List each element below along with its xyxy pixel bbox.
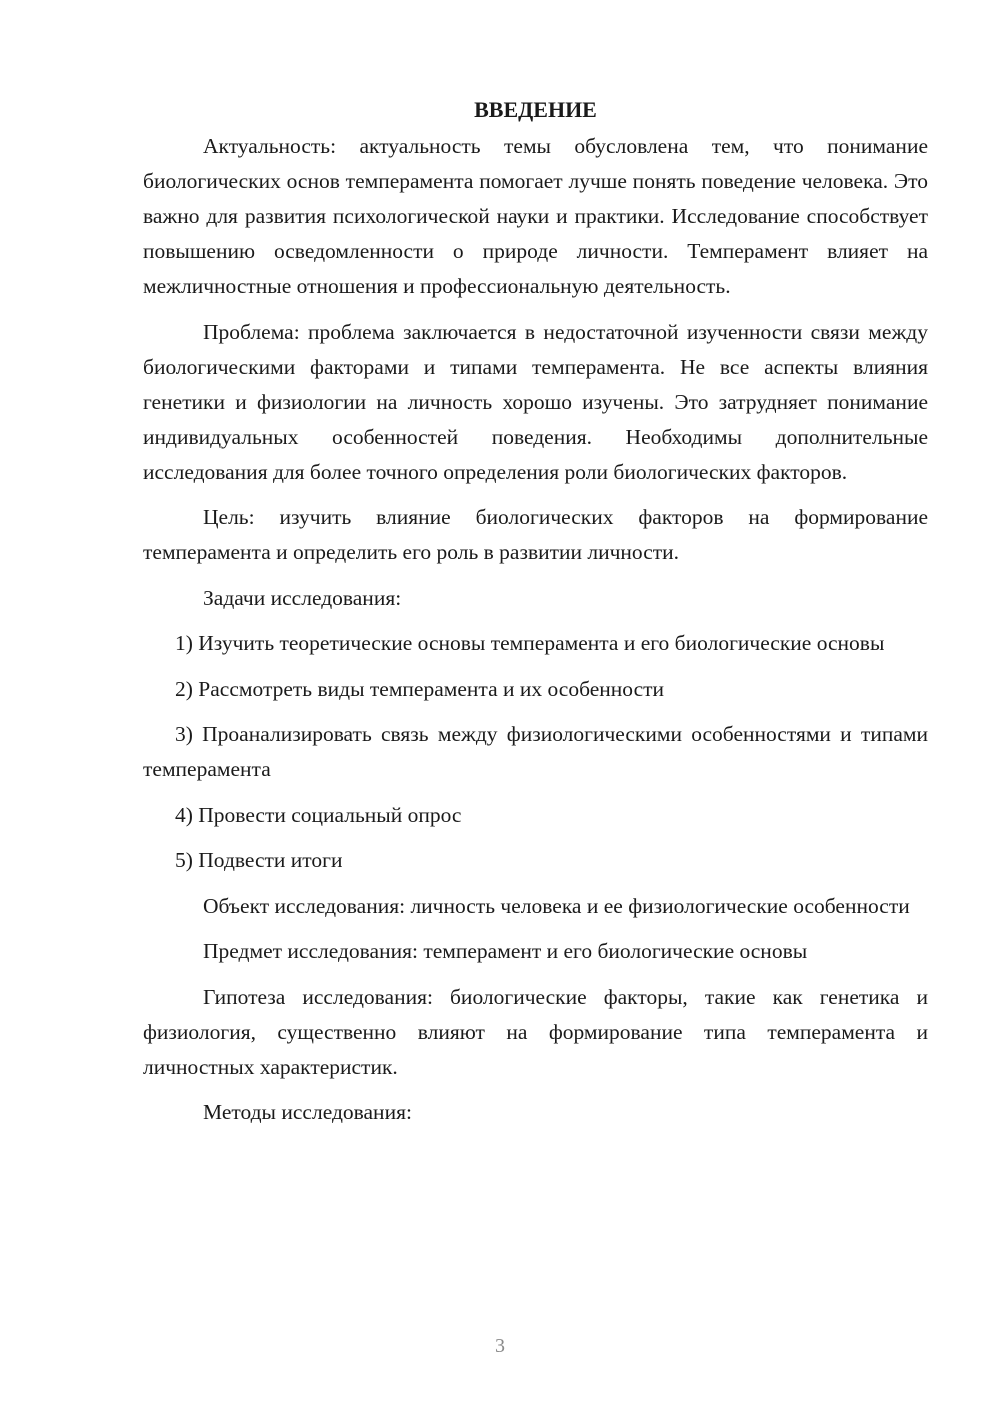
problem-paragraph: Проблема: проблема заключается в недостаточной изученности связи между биологическими факторами и типами темперамента. Не все аспекты влияния генетики и физиологии на личность хорошо изучены. Это затрудняет понимание индивидуальных особенностей поведения. Необходимы дополнительные исследования для более точного определения роли биологических факторов.: [143, 319, 928, 484]
object-paragraph: Объект исследования: личность человека и ее физиологические особенности: [203, 893, 910, 918]
task-item-5: 5) Подвести итоги: [175, 848, 343, 872]
hypothesis-paragraph: Гипотеза исследования: биологические факторы, такие как генетика и физиология, существенно влияют на формирование типа темперамента и личностных характеристик.: [143, 984, 928, 1079]
goal-paragraph: Цель: изучить влияние биологических факторов на формирование темперамента и определить его роль в развитии личности.: [143, 505, 928, 564]
task-item-4: 4) Провести социальный опрос: [175, 802, 462, 827]
page-number: 3: [495, 1335, 505, 1357]
tasks-heading: Задачи исследования:: [203, 585, 402, 610]
page-content: [143, 92, 928, 1130]
task-item-3: 3) Проанализировать связь между физиологическими особенностями и типами темперамента: [143, 722, 928, 781]
relevance-paragraph: Актуальность: актуальность темы обусловлена тем, что понимание биологических основ темперамента помогает лучше понять поведение человека. Это важно для развития психологической науки и практики. Исследование способствует повышению осведомленности о природе личности. Темперамент влияет на межличностные отношения и профессиональную деятельность.: [143, 134, 928, 298]
subject-paragraph: Предмет исследования: темперамент и его биологические основы: [203, 939, 808, 963]
methods-heading: Методы исследования:: [203, 1100, 412, 1124]
task-item-1: 1) Изучить теоретические основы темперамента и его биологические основы: [175, 631, 885, 655]
task-item-2: 2) Рассмотреть виды темперамента и их особенности: [175, 676, 665, 701]
section-title: ВВЕДЕНИЕ: [474, 97, 597, 122]
